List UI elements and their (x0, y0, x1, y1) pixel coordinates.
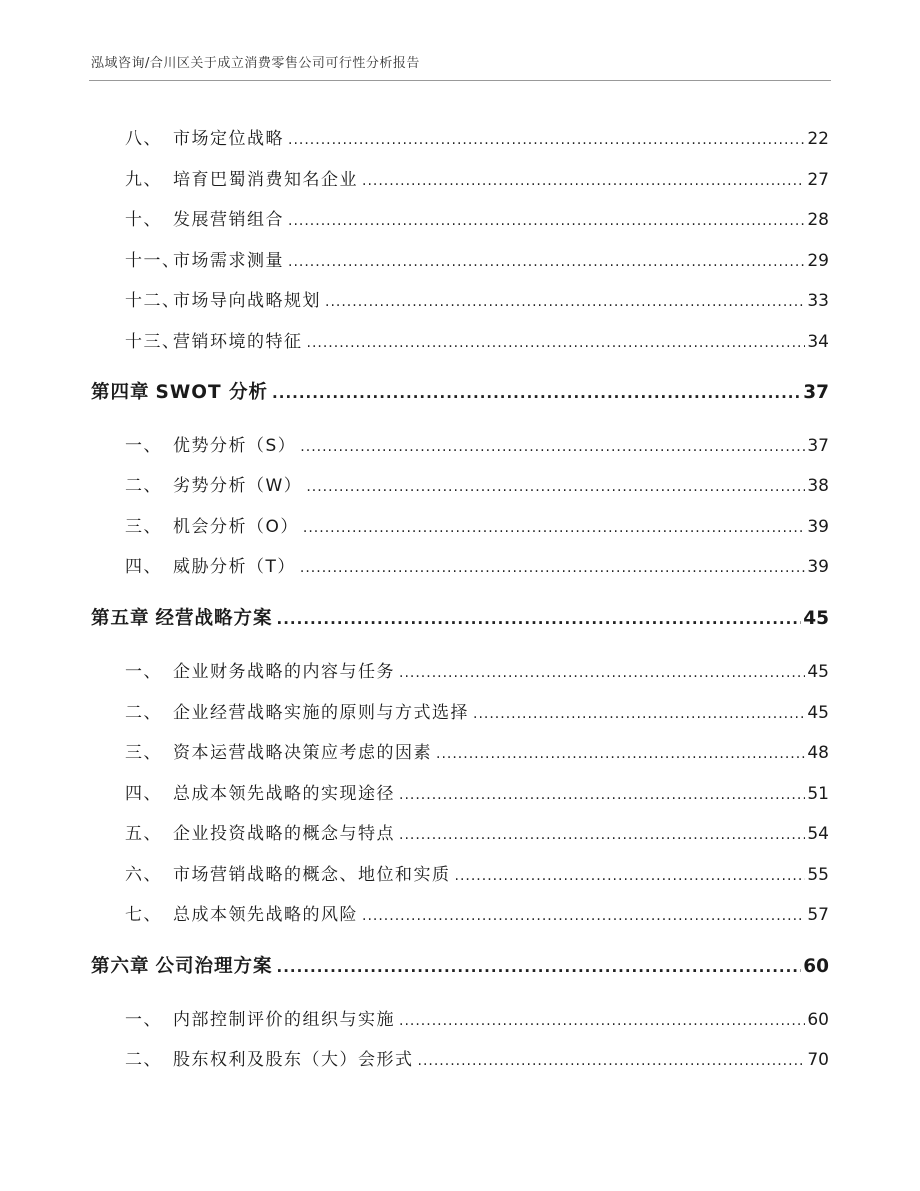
toc-entry-number: 十一、 (125, 251, 181, 271)
toc-entry-number: 二、 (125, 703, 162, 723)
toc-entry-page: 45 (807, 662, 829, 682)
toc-entry[interactable] (125, 779, 829, 804)
toc-entry-title: 内部控制评价的组织与实施 (173, 1010, 395, 1030)
toc-chapter-entry[interactable] (91, 604, 829, 630)
toc-entry-number: 九、 (125, 170, 162, 190)
toc-entry-page: 51 (807, 784, 829, 804)
toc-entry-number: 一、 (125, 436, 162, 456)
toc-entry-title: 培育巴蜀消费知名企业 (173, 170, 358, 190)
toc-dot-leader (399, 827, 805, 843)
toc-entry[interactable] (125, 286, 829, 311)
toc-entry[interactable] (125, 1005, 829, 1030)
toc-chapter-entry[interactable] (91, 952, 829, 978)
toc-entry-title: 市场营销战略的概念、地位和实质 (173, 865, 451, 885)
toc-dot-leader (277, 958, 802, 976)
toc-entry-title: 总成本领先战略的实现途径 (173, 784, 395, 804)
toc-dot-leader (473, 706, 805, 722)
toc-entry-page: 57 (807, 905, 829, 925)
toc-entry-page: 29 (807, 251, 829, 271)
toc-chapter-number: 第四章 (91, 382, 150, 403)
toc-chapter-number: 第五章 (91, 608, 150, 629)
toc-dot-leader (455, 868, 806, 884)
toc-chapter-number: 第六章 (91, 956, 150, 977)
toc-dot-leader (307, 335, 806, 351)
toc-entry-number: 六、 (125, 865, 162, 885)
toc-entry-page: 39 (807, 517, 829, 537)
toc-entry-title: 营销环境的特征 (173, 332, 303, 352)
toc-entry-page: 60 (807, 1010, 829, 1030)
toc-entry-page: 48 (807, 743, 829, 763)
toc-entry-title: 企业投资战略的概念与特点 (173, 824, 395, 844)
toc-entry[interactable] (125, 900, 829, 925)
toc-entry-number: 四、 (125, 784, 162, 804)
toc-entry[interactable] (125, 327, 829, 352)
toc-dot-leader (399, 1013, 805, 1029)
toc-dot-leader (399, 787, 805, 803)
toc-dot-leader (436, 746, 805, 762)
toc-entry-number: 十二、 (125, 291, 181, 311)
toc-entry-page: 70 (807, 1050, 829, 1070)
toc-entry-number: 十三、 (125, 332, 181, 352)
toc-entry-number: 五、 (125, 824, 162, 844)
toc-entry[interactable] (125, 205, 829, 230)
toc-entry[interactable] (125, 1045, 829, 1070)
toc-entry[interactable] (125, 431, 829, 456)
toc-chapter-title: SWOT 分析 (155, 382, 269, 403)
toc-entry[interactable] (125, 246, 829, 271)
toc-entry-page: 22 (807, 129, 829, 149)
toc-entry[interactable] (125, 124, 829, 149)
toc-entry-title: 机会分析（O） (173, 517, 299, 537)
toc-chapter-page: 45 (803, 608, 829, 629)
toc-entry-title: 劣势分析（W） (173, 476, 303, 496)
toc-entry-number: 二、 (125, 1050, 162, 1070)
toc-dot-leader (300, 439, 805, 455)
toc-dot-leader (362, 908, 805, 924)
toc-entry-title: 威胁分析（T） (173, 557, 296, 577)
toc-entry-page: 33 (807, 291, 829, 311)
toc-entry-number: 一、 (125, 1010, 162, 1030)
toc-chapter-page: 60 (803, 956, 829, 977)
toc-entry-number: 二、 (125, 476, 162, 496)
toc-entry-title: 市场定位战略 (173, 129, 284, 149)
toc-entry-page: 55 (807, 865, 829, 885)
toc-entry[interactable] (125, 512, 829, 537)
toc-dot-leader (300, 560, 805, 576)
toc-entry-title: 优势分析（S） (173, 436, 297, 456)
toc-entry-title: 市场导向战略规划 (173, 291, 321, 311)
toc-entry-number: 八、 (125, 129, 162, 149)
toc-entry-title: 总成本领先战略的风险 (173, 905, 358, 925)
page-header: 泓域咨询/合川区关于成立消费零售公司可行性分析报告 (91, 56, 420, 71)
toc-entry-title: 市场需求测量 (173, 251, 284, 271)
toc-entry-number: 七、 (125, 905, 162, 925)
toc-dot-leader (399, 665, 805, 681)
toc-entry-title: 股东权利及股东（大）会形式 (173, 1050, 414, 1070)
toc-entry-page: 27 (807, 170, 829, 190)
toc-dot-leader (288, 254, 805, 270)
toc-entry[interactable] (125, 738, 829, 763)
toc-entry-page: 37 (807, 436, 829, 456)
toc-entry-page: 38 (807, 476, 829, 496)
toc-dot-leader (303, 520, 805, 536)
toc-entry-number: 一、 (125, 662, 162, 682)
toc-entry[interactable] (125, 860, 829, 885)
toc-dot-leader (277, 610, 802, 628)
toc-entry[interactable] (125, 698, 829, 723)
toc-entry-number: 三、 (125, 743, 162, 763)
toc-entry-page: 45 (807, 703, 829, 723)
toc-dot-leader (362, 173, 805, 189)
toc-entry[interactable] (125, 657, 829, 682)
toc-dot-leader (418, 1053, 806, 1069)
header-divider (89, 80, 831, 81)
toc-chapter-title: 公司治理方案 (155, 956, 273, 977)
toc-entry-title: 资本运营战略决策应考虑的因素 (173, 743, 432, 763)
toc-entry[interactable] (125, 471, 829, 496)
toc-entry[interactable] (125, 552, 829, 577)
toc-chapter-entry[interactable] (91, 378, 829, 404)
toc-entry-page: 28 (807, 210, 829, 230)
toc-dot-leader (306, 479, 805, 495)
toc-chapter-page: 37 (803, 382, 829, 403)
toc-dot-leader (288, 132, 805, 148)
toc-entry-number: 三、 (125, 517, 162, 537)
toc-dot-leader (272, 384, 801, 402)
toc-entry-page: 39 (807, 557, 829, 577)
toc-entry[interactable] (125, 165, 829, 190)
toc-entry-number: 四、 (125, 557, 162, 577)
toc-entry-title: 企业财务战略的内容与任务 (173, 662, 395, 682)
toc-chapter-title: 经营战略方案 (155, 608, 273, 629)
toc-entry-number: 十、 (125, 210, 162, 230)
toc-entry[interactable] (125, 819, 829, 844)
toc-entry-title: 企业经营战略实施的原则与方式选择 (173, 703, 469, 723)
toc-entry-title: 发展营销组合 (173, 210, 284, 230)
toc-entry-page: 54 (807, 824, 829, 844)
toc-entry-page: 34 (807, 332, 829, 352)
toc-dot-leader (325, 294, 805, 310)
toc-dot-leader (288, 213, 805, 229)
